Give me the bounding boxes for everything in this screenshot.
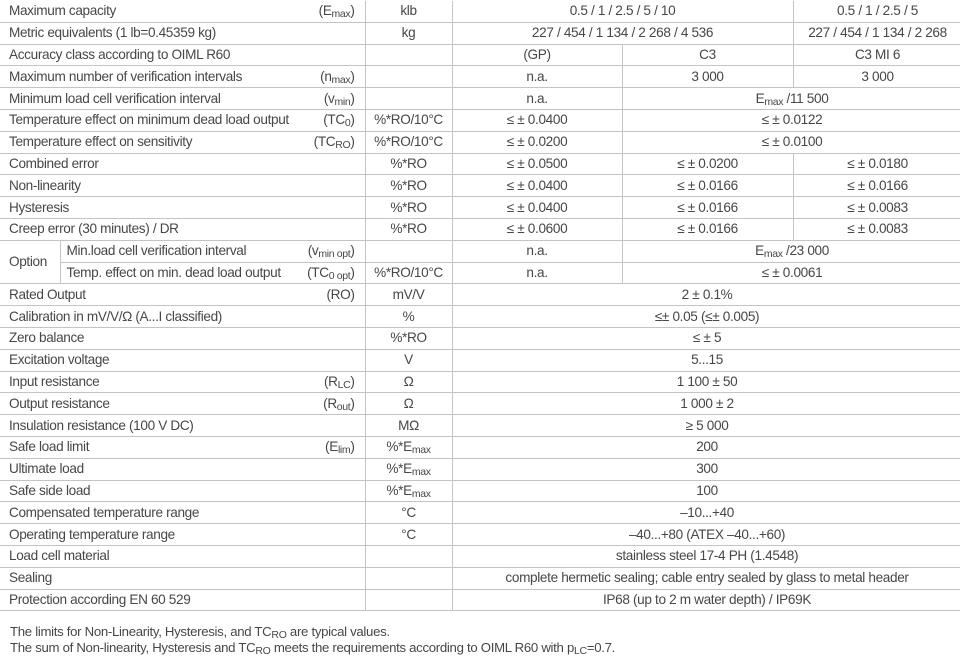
label-text: Temperature effect on sensitivity [9,134,193,150]
row-label [0,306,365,328]
label-text: Rated Output [9,286,86,302]
value-cell: ≤ ± 0.0200 [452,131,622,153]
value-cell: ≤ ± 0.0200 [622,153,793,175]
row-label [0,284,365,306]
table-row [0,524,960,546]
unit-cell: Ω [365,371,452,393]
value-cell: 2 ± 0.1% [452,284,960,306]
label-text: Compensated temperature range [9,504,200,520]
value-cell: –40...+80 (ATEX –40...+60) [452,524,960,546]
unit-cell: V [365,349,452,371]
row-label [0,153,365,175]
row-label [0,567,365,589]
value-cell: n.a. [452,66,622,88]
row-label [0,131,365,153]
unit-cell: MΩ [365,415,452,437]
label-text: Excitation voltage [9,352,110,368]
row-label [0,589,365,611]
label-text: Accuracy class according to OIML R60 [9,46,231,62]
table-row [0,197,960,219]
value-cell: ≤ ± 0.0061 [622,262,960,284]
value-cell: (GP) [452,44,622,66]
symbol: $(TC_{0 opt})$ [307,264,355,282]
row-label [0,175,365,197]
table-row [0,284,960,306]
unit-cell: %*RO [365,175,452,197]
label-text: Calibration in mV/V/Ω (A...I classified) [9,308,222,324]
specifications-table [0,1,960,611]
unit-cell: %*RO [365,197,452,219]
symbol: $(R_{LC})$ [323,373,355,391]
label-text: Operating temperature range [9,526,175,542]
row-label [0,458,365,480]
value-cell: ≤ ± 0.0122 [622,109,960,131]
table-row [0,218,960,240]
unit-cell [365,589,452,611]
label-text: Minimum load cell verification interval [9,90,221,106]
value-cell: ≤ ± 0.0166 [622,175,793,197]
unit-cell: %*RO [365,218,452,240]
table-row [0,415,960,437]
value-cell: complete hermetic sealing; cable entry sealed by glass to metal header [452,567,960,589]
value-cell: –10...+40 [452,502,960,524]
unit-cell: $\%*E_{max}$ [365,480,452,502]
symbol: (RO) [326,286,355,302]
row-label [0,218,365,240]
value-cell: 0.5 / 1 / 2.5 / 5 [793,1,960,22]
label-text: Safe load limit [9,439,90,455]
unit-cell: mV/V [365,284,452,306]
value-cell: ≤ ± 0.0600 [452,218,622,240]
unit-cell: %*RO [365,153,452,175]
value-cell: 1 100 ± 50 [452,371,960,393]
value-cell: ≤ ± 0.0083 [793,218,960,240]
table-row-option [0,240,960,262]
symbol: $(R_{out})$ [323,395,355,413]
value-cell: ≤ ± 0.0400 [452,197,622,219]
unit-cell: %*RO/10°C [365,262,452,284]
row-label [0,371,365,393]
table-row [0,502,960,524]
label-text: Hysteresis [9,199,69,215]
label-text: Combined error [9,155,99,171]
table-row [0,436,960,458]
unit-cell: %*RO [365,327,452,349]
value-cell: 300 [452,458,960,480]
label-text: Insulation resistance (100 V DC) [9,417,194,433]
row-label [0,524,365,546]
table-row [0,1,960,22]
value-cell: ≤ ± 5 [452,327,960,349]
value-cell: ≤ ± 0.0166 [622,218,793,240]
unit-cell: % [365,306,452,328]
row-label [0,66,365,88]
row-label [0,22,365,44]
unit-cell: $\%*E_{max}$ [365,436,452,458]
symbol: $(E_{max})$ [318,3,355,21]
row-label [60,240,365,262]
unit-cell: kg [365,22,452,44]
value-cell: 100 [452,480,960,502]
value-cell: IP68 (up to 2 m water depth) / IP69K [452,589,960,611]
label-text: Output resistance [9,395,110,411]
symbol: $(v_{min})$ [323,90,355,108]
unit-cell [365,66,452,88]
table-row [0,349,960,371]
value-cell: stainless steel 17-4 PH (1.4548) [452,545,960,567]
table-row [0,44,960,66]
unit-cell: %*RO/10°C [365,131,452,153]
table-row [0,371,960,393]
label-text: Temperature effect on minimum dead load output [9,112,289,128]
table-row [0,175,960,197]
label-text: Creep error (30 minutes) / DR [9,221,179,237]
unit-cell: °C [365,524,452,546]
unit-cell [365,240,452,262]
unit-cell [365,44,452,66]
row-label [0,436,365,458]
unit-cell: %*RO/10°C [365,109,452,131]
unit-cell: Ω [365,393,452,415]
value-cell: ≤ ± 0.0166 [622,197,793,219]
symbol: $(n_{max})$ [320,68,355,86]
table-row [0,480,960,502]
label-text: Input resistance [9,373,100,389]
table-row [0,22,960,44]
label-text: Temp. effect on min. dead load output [66,264,281,280]
symbol: $(TC_0)$ [323,112,355,130]
value-cell: 5...15 [452,349,960,371]
table-row [0,109,960,131]
unit-cell [365,545,452,567]
table-row [0,545,960,567]
value-cell: 1 000 ± 2 [452,393,960,415]
row-label [0,109,365,131]
row-label [0,349,365,371]
label-text: Load cell material [9,548,110,564]
row-label [0,415,365,437]
row-label [0,1,365,22]
footnotes [10,624,615,656]
value-cell: ≤ ± 0.0400 [452,175,622,197]
value-cell: ≤ ± 0.0500 [452,153,622,175]
label-text: Zero balance [9,330,85,346]
value-cell: C3 MI 6 [793,44,960,66]
row-label [0,197,365,219]
value-cell: ≤ ± 0.0100 [622,131,960,153]
label-text: Ultimate load [9,461,84,477]
value-cell: ≥ 5 000 [452,415,960,437]
value-cell: n.a. [452,262,622,284]
value-cell: 227 / 454 / 1 134 / 2 268 [793,22,960,44]
value-cell: ≤ ± 0.0083 [793,197,960,219]
table-row [0,458,960,480]
value-cell: n.a. [452,240,622,262]
table-row [0,327,960,349]
value-cell: ≤ ± 0.0166 [793,175,960,197]
value-cell: ≤ ± 0.0400 [452,109,622,131]
label-text: Min.load cell verification interval [66,243,247,259]
value-cell: 227 / 454 / 1 134 / 2 268 / 4 536 [452,22,793,44]
row-label [0,88,365,110]
symbol: $(TC_{RO})$ [313,134,355,152]
label-text: Non-linearity [9,177,81,193]
value-cell: ≤± 0.05 (≤± 0.005) [452,306,960,328]
row-label [0,502,365,524]
row-label [60,262,365,284]
value-cell: $E_{max}$ /11 500 [622,88,960,110]
footnote-1: The limits for Non-Linearity, Hysteresis, and $TC_{RO}$ are typical values. [10,624,390,641]
row-label [0,393,365,415]
table-row [0,131,960,153]
label-text: Metric equivalents (1 lb=0.45359 kg) [9,25,216,41]
label-text: Maximum number of verification intervals [9,68,243,84]
unit-cell: °C [365,502,452,524]
option-group-label: Option [0,240,60,284]
value-cell: 3 000 [793,66,960,88]
row-label [0,545,365,567]
label-text: Protection according EN 60 529 [9,591,191,607]
table-row [0,567,960,589]
value-cell: $E_{max}$ /23 000 [622,240,960,262]
table-row [0,393,960,415]
unit-cell: klb [365,1,452,22]
row-label [0,327,365,349]
unit-cell: $\%*E_{max}$ [365,458,452,480]
footnote-2: The sum of Non-linearity, Hysteresis and $TC_{RO}$ meets the requirements according to OIML R60 with $p_{LC}=0.7$. [10,640,616,657]
value-cell: n.a. [452,88,622,110]
value-cell: 0.5 / 1 / 2.5 / 5 / 10 [452,1,793,22]
label-text: Safe side load [9,482,91,498]
unit-cell [365,88,452,110]
value-cell: 200 [452,436,960,458]
symbol: $(v_{min opt})$ [307,243,355,261]
value-cell: 3 000 [622,66,793,88]
label-text: Maximum capacity [9,3,116,19]
row-label [0,44,365,66]
table-row [0,306,960,328]
label-text: Sealing [9,570,52,586]
table-row [0,88,960,110]
symbol: $(E_{lim})$ [325,439,355,457]
unit-cell [365,567,452,589]
value-cell: C3 [622,44,793,66]
row-label [0,480,365,502]
value-cell: ≤ ± 0.0180 [793,153,960,175]
table-row [0,589,960,611]
table-row [0,153,960,175]
table-row-option [0,262,960,284]
table-row [0,66,960,88]
